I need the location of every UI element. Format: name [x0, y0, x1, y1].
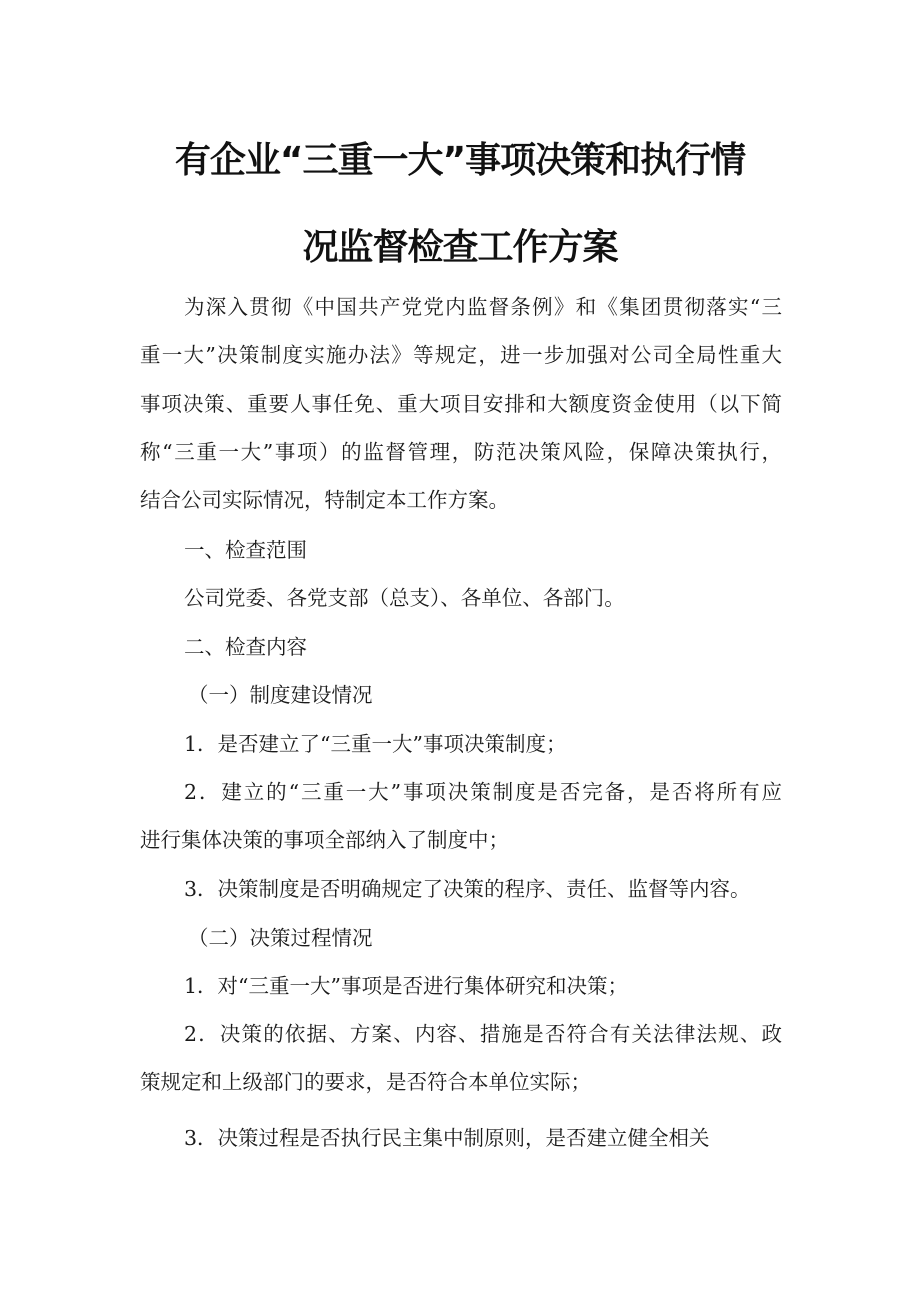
list-item: 1．对“三重一大”事项是否进行集体研究和决策；: [184, 974, 629, 998]
list-item-continuation: 策规定和上级部门的要求，是否符合本单位实际；: [140, 1070, 591, 1094]
subsection-heading-system: （一）制度建设情况: [188, 683, 373, 707]
intro-paragraph-line: 结合公司实际情况，特制定本工作方案。: [140, 488, 509, 512]
section-heading-content: 二、检查内容: [184, 635, 307, 659]
list-item: 3．决策制度是否明确规定了决策的程序、责任、监督等内容。: [184, 877, 751, 901]
section-body-scope: 公司党委、各党支部（总支）、各单位、各部门。: [184, 586, 625, 610]
intro-paragraph-line: 称“三重一大”事项）的监督管理，防范决策风险，保障决策执行，: [140, 440, 782, 464]
section-heading-scope: 一、检查范围: [184, 538, 307, 562]
intro-paragraph-line: 为深入贯彻《中国共产党党内监督条例》和《集团贯彻落实“三: [184, 295, 782, 319]
intro-paragraph-line: 重一大”决策制度实施办法》等规定，进一步加强对公司全局性重大: [140, 343, 782, 367]
list-item: 1．是否建立了“三重一大”事项决策制度；: [184, 732, 567, 756]
document-title-line-2: 况监督检查工作方案: [302, 227, 618, 268]
intro-paragraph-line: 事项决策、重要人事任免、重大项目安排和大额度资金使用（以下简: [140, 392, 782, 416]
list-item: 3．决策过程是否执行民主集中制原则，是否建立健全相关: [184, 1126, 710, 1150]
list-item-continuation: 进行集体决策的事项全部纳入了制度中；: [140, 828, 509, 852]
subsection-heading-process: （二）决策过程情况: [188, 926, 373, 950]
document-title-line-1: 有企业“三重一大”事项决策和执行情: [174, 140, 746, 181]
list-item: 2．决策的依据、方案、内容、措施是否符合有关法律法规、政: [184, 1022, 782, 1046]
list-item: 2．建立的“三重一大”事项决策制度是否完备，是否将所有应: [184, 780, 782, 804]
